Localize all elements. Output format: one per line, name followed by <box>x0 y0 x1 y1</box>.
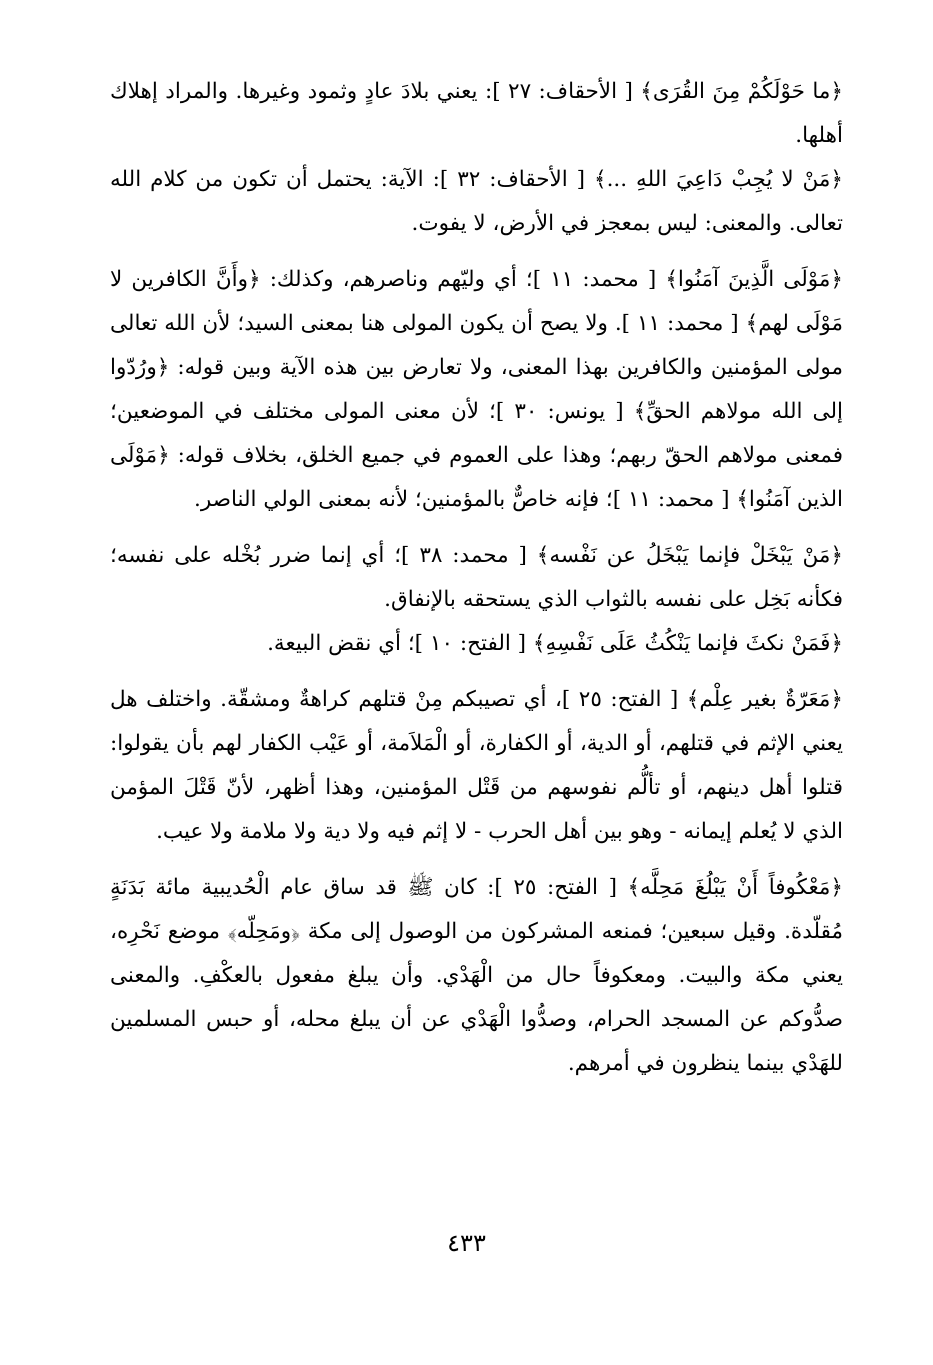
paragraph-fath-25-makoof: ﴿مَعْكُوفاً أَنْ يَبْلُغَ مَحِلَّه﴾ [ الفتح: ٢٥ ]: كان ﷺ قد ساق عام الْحُديبية مائة بَدَنَةٍ مُقلّدة. وقيل سبعين؛ فمنعه المشركون من الوصول إلى مكة ﴿ومَحِلّه﴾ موضع نَحْرِه، يعني مكة والبيت. ومعكوفاً حال من الْهَدْي. وأن يبلغ مفعول بالعكْفِ. والمعنى صدُّوكم عن المسجد الحرام، وصدُّوا الْهَدْي عن أن يبلغ محله، أو حبس المسلمين للهَدْي بينما ينظرون في أمرهم. <box>110 875 843 1076</box>
page-body <box>110 70 843 1086</box>
paragraph-muhammad-11: ﴿مَوْلَى الَّذِينَ آمَنُوا﴾ [ محمد: ١١ ]؛ أي وليّهم وناصرهم، وكذلك: ﴿وأَنَّ الكافرين لا مَوْلَى لهم﴾ [ محمد: ١١ ]. ولا يصح أن يكون المولى هنا بمعنى السيد؛ لأن الله تعالى مولى المؤمنين والكافرين بهذا المعنى، ولا تعارض بين هذه الآية وبين قوله: ﴿ورُدّوا إلى الله مولاهم الحقِّ﴾ [ يونس: ٣٠ ]؛ لأن معنى المولى مختلف في الموضعين؛ فمعنى مولاهم الحقّ ربهم؛ وهذا على العموم في جميع الخلق، بخلاف قوله: ﴿مَوْلَى الذين آمَنُوا﴾ [ محمد: ١١ ]؛ فإنه خاصٌّ بالمؤمنين؛ لأنه بمعنى الولي الناصر. <box>110 267 843 512</box>
paragraph-muhammad-38: ﴿مَنْ يَبْخَلْ فإنما يَبْخَلُ عن نَفْسه﴾ [ محمد: ٣٨ ]؛ أي إنما ضرر بُخْله على نفسه؛ فكأنه بَخِل على نفسه بالثواب الذي يستحقه بالإنفاق. <box>110 543 843 612</box>
paragraph-fath-10: ﴿فَمَنْ نكثَ فإنما يَنْكُثُ عَلَى نَفْسِهِ﴾ [ الفتح: ١٠ ]؛ أي نقض البيعة. <box>267 631 843 656</box>
paragraph-fath-25-maarra: ﴿مَعَرّةٌ بغير عِلْم﴾ [ الفتح: ٢٥ ]، أي تصيبكم مِنْ قتلهم كراهةٌ ومشقّة. واختلف هل يعني الإثم في قتلهم، أو الدية، أو الكفارة، أو الْمَلاَمة، أو عَيْب الكفار لهم بأن يقولوا: قتلوا أهل دينهم، أو تألُّم نفوسهم من قَتْل المؤمنين، وهذا أظهر، لأنّ قَتْلَ المؤمن الذي لا يُعلم إيمانه - وهو بين أهل الحرب - لا إثم فيه ولا دية ولا ملامة ولا عيب. <box>110 687 843 844</box>
page-number: ٤٣٣ <box>447 1229 486 1257</box>
paragraph-ahqaf-27: ﴿ما حَوْلَكُمْ مِنَ القُرَى﴾ [ الأحقاف: ٢٧ ]: يعني بلادَ عادٍ وثمود وغيرها. والمراد إهلاك أهلها. <box>110 79 843 148</box>
paragraph-ahqaf-32: ﴿مَنْ لا يُجِبْ دَاعِيَ اللهِ ...﴾ [ الأحقاف: ٣٢ ]: الآية: يحتمل أن تكون من كلام الله تعالى. والمعنى: ليس بمعجز في الأرض، لا يفوت. <box>110 167 843 236</box>
